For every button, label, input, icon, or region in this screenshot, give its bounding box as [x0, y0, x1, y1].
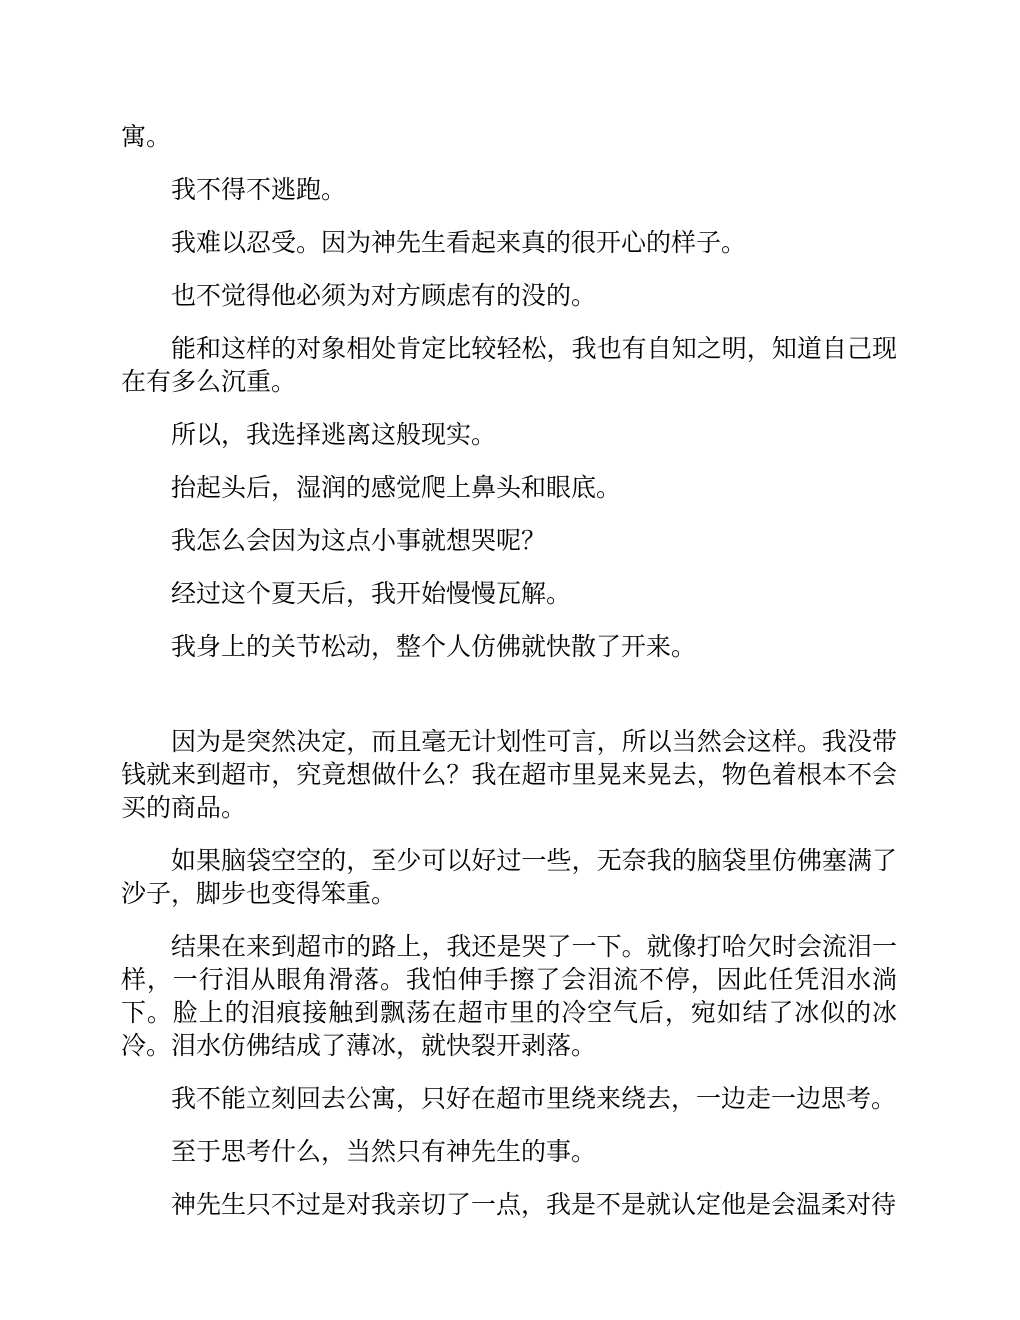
paragraph: 抬起头后，湿润的感觉爬上鼻头和眼底。 — [171, 473, 622, 502]
paragraph: 我不能立刻回去公寓，只好在超市里绕来绕去，一边走一边思考。 — [171, 1084, 897, 1113]
paragraph: 经过这个夏天后，我开始慢慢瓦解。 — [171, 579, 572, 608]
paragraph: 能和这样的对象相处肯定比较轻松，我也有自知之明，知道自己现在有多么沉重。 — [121, 334, 897, 396]
paragraph: 我身上的关节松动，整个人仿佛就快散了开来。 — [171, 632, 697, 661]
paragraph: 我难以忍受。因为神先生看起来真的很开心的样子。 — [171, 228, 747, 257]
section-two — [121, 725, 897, 1221]
paragraph: 神先生只不过是对我亲切了一点，我是不是就认定他是会温柔对待 — [171, 1190, 897, 1219]
paragraph: 我怎么会因为这点小事就想哭呢？ — [171, 526, 547, 555]
paragraph: 我不得不逃跑。 — [171, 175, 347, 204]
paragraph: 寓。 — [121, 122, 172, 151]
paragraph: 结果在来到超市的路上，我还是哭了一下。就像打哈欠时会流泪一样，一行泪从眼角滑落。我怕伸手擦了会泪流不停，因此任凭泪水淌下。脸上的泪痕接触到飘荡在超市里的冷空气后，宛如结了冰似的冰冷。泪水仿佛结成了薄冰，就快裂开剥落。 — [121, 932, 897, 1060]
paragraph: 也不觉得他必须为对方顾虑有的没的。 — [171, 281, 597, 310]
paragraph: 如果脑袋空空的，至少可以好过一些，无奈我的脑袋里仿佛塞满了沙子，脚步也变得笨重。 — [121, 846, 897, 908]
paragraph: 所以，我选择逃离这般现实。 — [171, 420, 497, 449]
paragraph: 至于思考什么，当然只有神先生的事。 — [171, 1137, 597, 1166]
section-one — [121, 120, 897, 663]
paragraph: 因为是突然决定，而且毫无计划性可言，所以当然会这样。我没带钱就来到超市，究竟想做什么？我在超市里晃来晃去，物色着根本不会买的商品。 — [121, 727, 897, 822]
